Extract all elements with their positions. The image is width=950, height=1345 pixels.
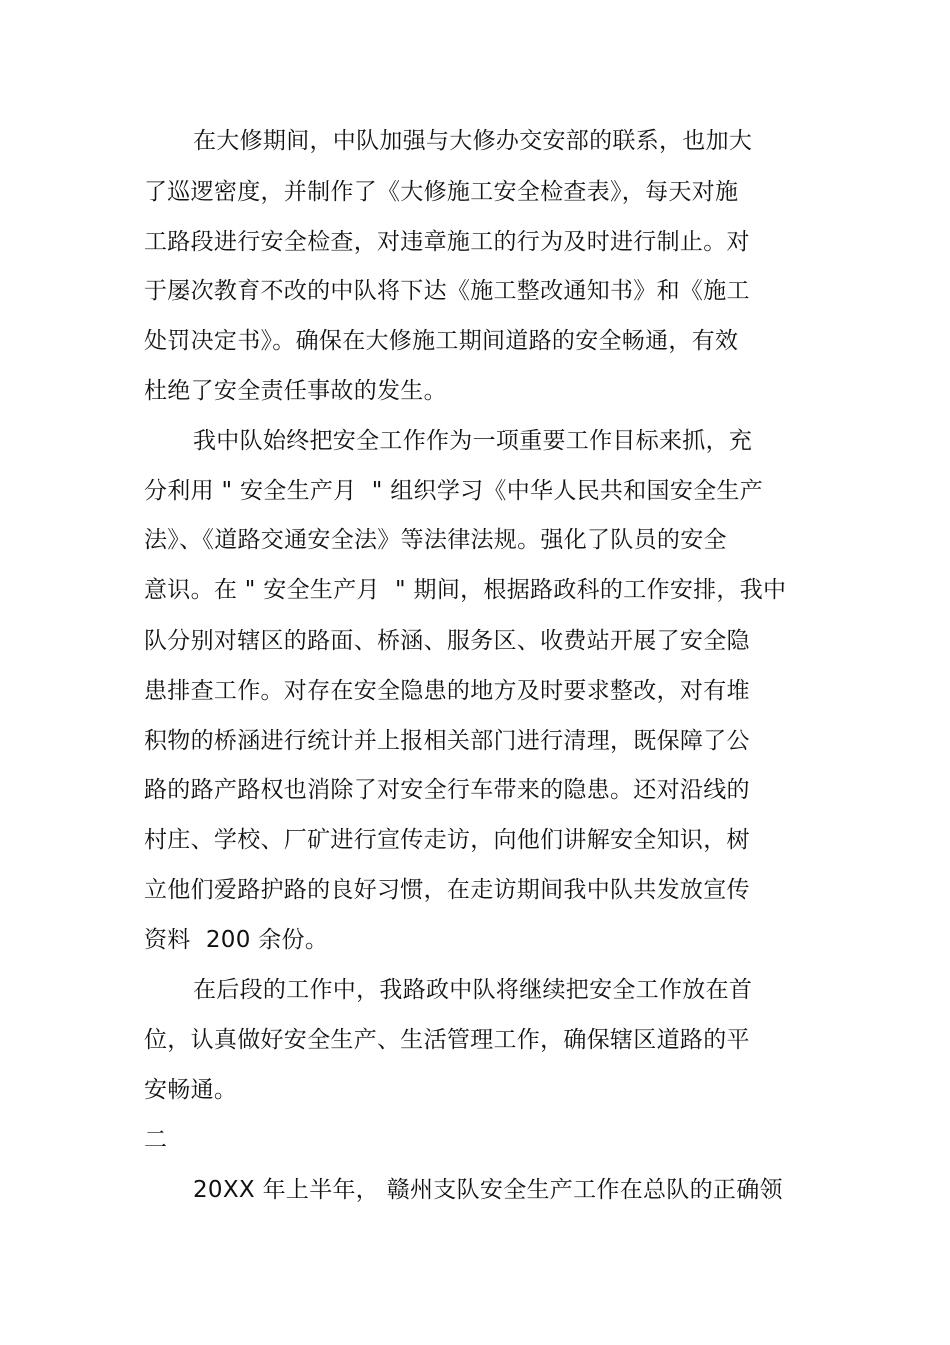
text-line: 队分别对辖区的路面、桥涵、服务区、收费站开展了安全隐 <box>144 628 750 654</box>
text-line: 工路段进行安全检查，对违章施工的行为及时进行制止。对 <box>144 229 750 255</box>
text-line: 在大修期间，中队加强与大修办交安部的联系，也加大 <box>193 128 753 154</box>
text-line: 位，认真做好安全生产、生活管理工作，确保辖区道路的平 <box>144 1027 750 1053</box>
text-line: 安畅通。 <box>144 1077 238 1103</box>
text-line: 积物的桥涵进行统计并上报相关部门进行清理，既保障了公 <box>144 728 750 754</box>
text-line: 立他们爱路护路的良好习惯，在走访期间我中队共发放宣传 <box>144 877 750 903</box>
text-line: 我中队始终把安全工作作为一项重要工作目标来抓，充 <box>193 428 753 454</box>
section-heading: 二 <box>144 1127 168 1153</box>
text-line: 20XX 年上半年， 赣州支队安全生产工作在总队的正确领 <box>193 1177 783 1203</box>
text-line: 法》、《道路交通安全法》等法律法规。强化了队员的安全 <box>144 527 727 553</box>
text-line: 在后段的工作中，我路政中队将继续把安全工作放在首 <box>193 977 753 1003</box>
text-line: 杜绝了安全责任事故的发生。 <box>144 378 447 404</box>
text-line: 资料 200 余份。 <box>144 927 329 953</box>
text-line: 处罚决定书》。确保在大修施工期间道路的安全畅通，有效 <box>144 328 739 354</box>
text-line: 意识。在 " 安全生产月 " 期间，根据路政科的工作安排，我中 <box>144 577 787 603</box>
text-line: 了巡逻密度，并制作了《大修施工安全检查表》，每天对施 <box>144 179 739 205</box>
text-line: 路的路产路权也消除了对安全行车带来的隐患。还对沿线的 <box>144 777 750 803</box>
text-line: 村庄、学校、厂矿进行宣传走访，向他们讲解安全知识，树 <box>144 827 750 853</box>
text-line: 于屡次教育不改的中队将下达《施工整改通知书》和《施工 <box>144 278 750 304</box>
text-line: 分利用 " 安全生产月 " 组织学习《中华人民共和国安全生产 <box>144 478 764 504</box>
text-line: 患排查工作。对存在安全隐患的地方及时要求整改，对有堆 <box>144 678 750 704</box>
